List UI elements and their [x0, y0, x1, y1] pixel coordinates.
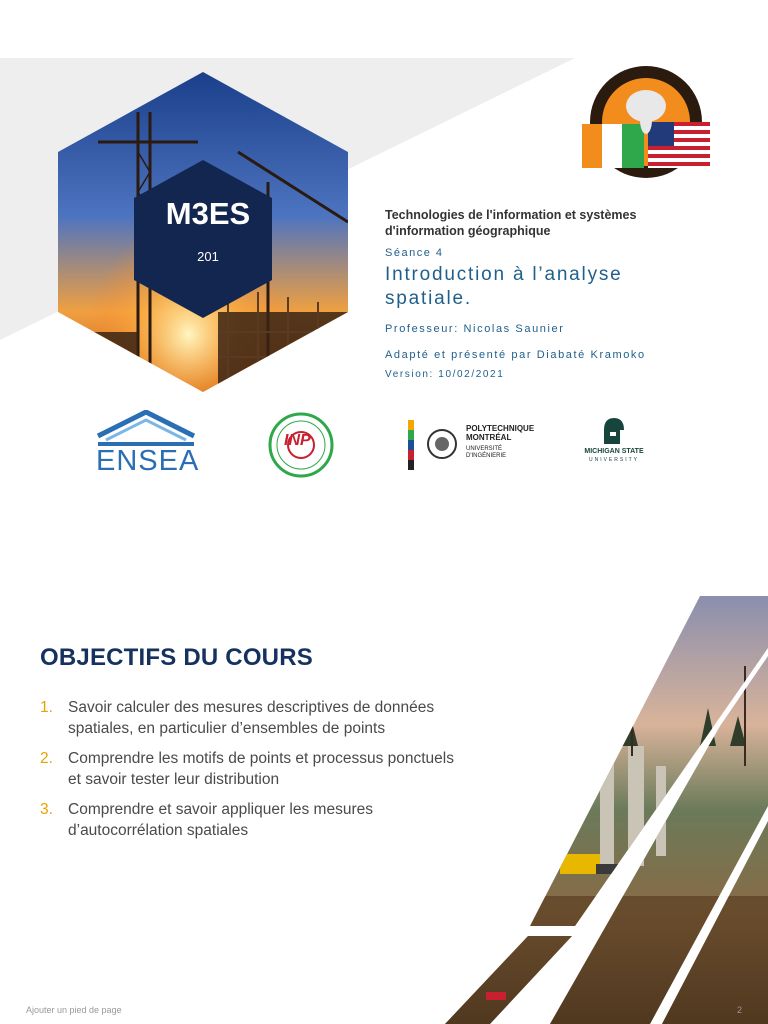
- msu-logo-text: MICHIGAN STATE UNIVERSITY: [584, 448, 644, 463]
- objective-item: [40, 800, 460, 841]
- objective-text: Comprendre et savoir appliquer les mesures d’autocorrélation spatiales: [68, 801, 373, 839]
- hero-hexagon-image: [58, 72, 348, 392]
- objective-text: Comprendre les motifs de points et processus ponctuels et savoir tester leur distribution: [68, 750, 454, 788]
- objective-item: [40, 698, 460, 739]
- objectives-list: [40, 698, 460, 851]
- objective-number: 3.: [40, 801, 53, 818]
- hero-title: M3ES: [165, 196, 251, 231]
- professor-line: Professeur: Nicolas Saunier: [385, 323, 565, 335]
- objectives-slide: [0, 560, 768, 1024]
- polytechnique-logo-text: POLYTECHNIQUE MONTRÉAL UNIVERSITÉ D'INGÉNIERIE: [466, 424, 535, 459]
- footer-text: Ajouter un pied de page: [26, 1005, 122, 1015]
- course-text-block: [385, 207, 755, 380]
- objective-item: [40, 749, 460, 790]
- objective-number: 2.: [40, 750, 53, 767]
- objective-number: 1.: [40, 699, 53, 716]
- version-line: Version: 10/02/2021: [385, 369, 505, 380]
- inp-logo-text: INP: [284, 432, 311, 449]
- course-title: Technologies de l'information et systèmes d'information géographique: [385, 208, 637, 238]
- seance-label: Séance 4: [385, 247, 444, 259]
- mca-logo: [578, 64, 714, 184]
- msu-spartan-icon: [600, 416, 626, 446]
- hero-number: 201: [197, 249, 219, 264]
- page-number: 2: [736, 1005, 742, 1015]
- title-slide: [0, 50, 768, 510]
- adapted-line: Adapté et présenté par Diabaté Kramoko: [385, 349, 646, 361]
- construction-photo-strips: [400, 596, 768, 1024]
- objectives-title: OBJECTIFS DU COURS: [40, 644, 313, 671]
- main-title: Introduction à l’analyse spatiale.: [385, 264, 623, 309]
- objective-text: Savoir calculer des mesures descriptives de données spatiales, en particulier d’ensembles de points: [68, 699, 435, 737]
- ensea-logo-text: ENSEA: [96, 445, 200, 477]
